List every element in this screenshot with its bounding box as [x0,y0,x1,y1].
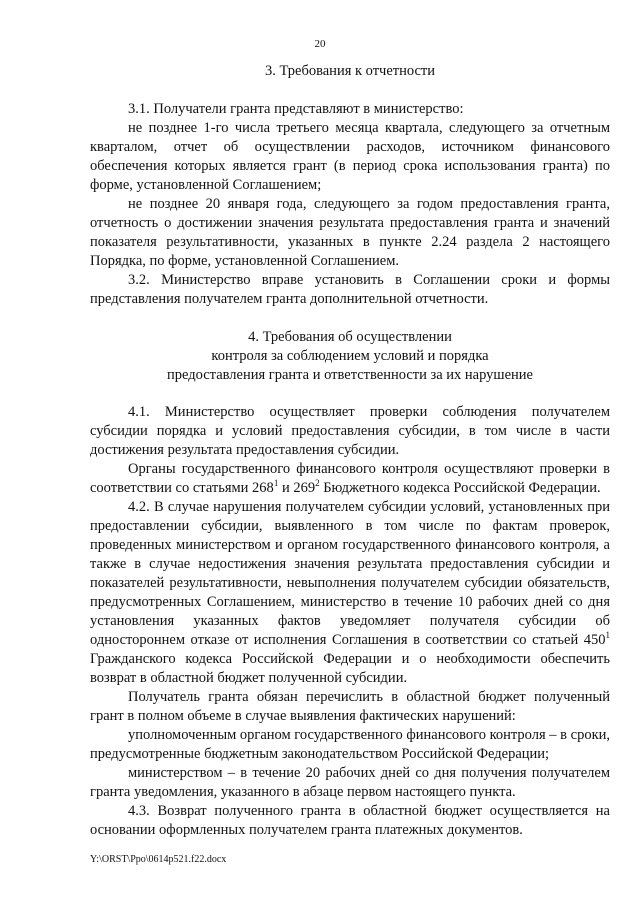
paragraph-3-2: 3.2. Министерство вправе установить в Соглашении сроки и формы представления получателем гранта дополнительной отчетности. [90,272,610,307]
paragraph-4-1: 4.1. Министерство осуществляет проверки соблюдения получателем субсидии порядка и условий предоставления субсидии, в том числе в части достижения результата предоставления субсидии. [90,404,610,458]
text: и 269 [278,480,316,496]
superscript: 2 [315,478,320,489]
section-4-title [90,328,610,385]
section-4-title-line-2: контроля за соблюдением условий и порядка [211,348,489,364]
text: Гражданского кодекса Российской Федерации и о необходимости обеспечить возврат в областной бюджет полученной субсидии. [90,651,610,686]
section-3-title: 3. Требования к отчетности [264,63,436,79]
paragraph-4-2-item-1: уполномоченным органом государственного финансового контроля – в сроки, предусмотренные бюджетным законодательством Российской Федерации; [90,727,610,762]
paragraph-4-1-control-bodies [90,460,610,498]
paragraph-4-2-item-2: министерством – в течение 20 рабочих дней со дня получения получателем гранта уведомления, указанного в абзаце первом настоящего пункта. [90,765,610,800]
paragraph-3-1-item-2: не позднее 20 января года, следующего за годом предоставления гранта, отчетность о достижении значения результата предоставления гранта и значений показателя результативности, указанных в пункте 2.24 раздела 2 настоящего Порядка, по форме, установленной Соглашением. [90,196,610,269]
superscript: 1 [605,630,610,641]
paragraph-4-2-obligation: Получатель гранта обязан перечислить в областной бюджет полученный грант в полном объеме в случае выявления фактических нарушений: [90,689,610,724]
paragraph-3-1-item-1: не позднее 1-го числа третьего месяца квартала, следующего за отчетным кварталом, отчет об осуществлении расходов, источником финансового обеспечения которых является грант (в период срока использования гранта) по форме, установленной Соглашением; [90,120,610,193]
paragraph-4-3: 4.3. Возврат полученного гранта в областной бюджет осуществляется на основании оформленных получателем гранта платежных документов. [90,803,610,838]
page-number: 20 [314,38,326,50]
text: Органы государственного финансового контроля осуществляют проверки в соответствии со статьями 268 [90,461,610,496]
section-4-title-line-3: предоставления гранта и ответственности за их нарушение [167,367,533,383]
text: 4.2. В случае нарушения получателем субсидии условий, установленных при предоставлении субсидии, выявленного в том числе по фактам проверок, проведенных министерством и органом государственного финансового контроля, а также в случае недостижения значения результата предоставления субсидии и показателей результативности, невыполнения получателем субсидии обязательств, предусмотренных Соглашением, министерство в течение 10 рабочих дней со дня установления указанных фактов уведомляет получателя субсидии об одностороннем отказе от исполнения Соглашения в соответствии со статьей 450 [90,499,610,648]
paragraph-4-2 [90,498,610,688]
text: Бюджетного кодекса Российской Федерации. [319,480,601,496]
superscript: 1 [273,478,279,489]
paragraph-3-1: 3.1. Получатели гранта представляют в министерство: [128,101,464,117]
document-body [90,62,610,840]
footer-file-path: Y:\ORST\Ppo\0614p521.f22.docx [90,854,227,865]
section-4-title-line-1: 4. Требования об осуществлении [248,329,452,345]
